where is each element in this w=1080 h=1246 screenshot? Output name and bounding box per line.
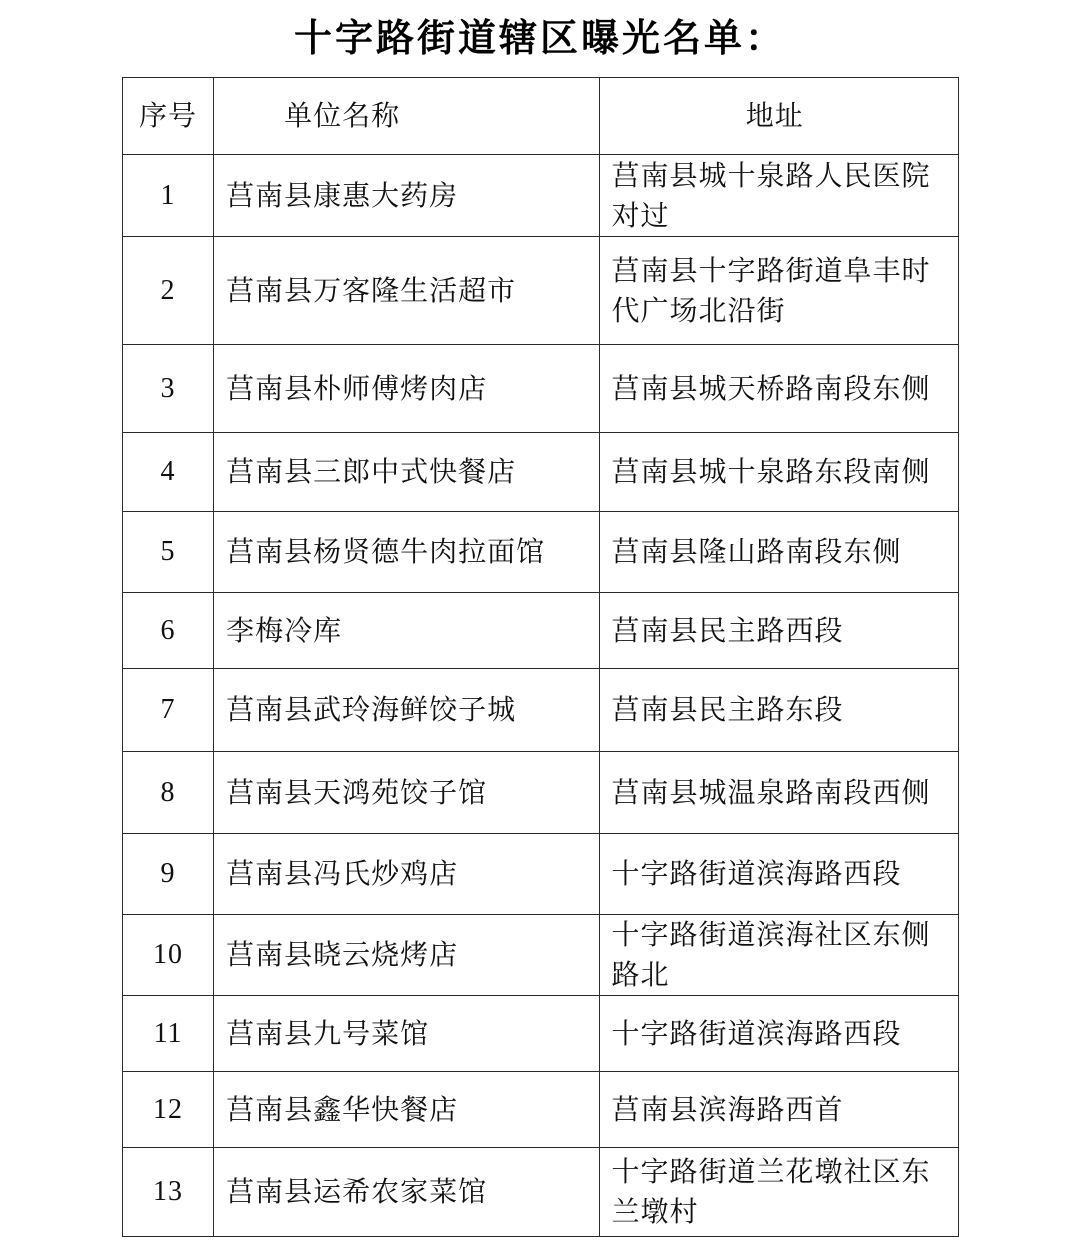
- row-number: 5: [123, 512, 214, 593]
- row-unit-name: 莒南县天鸿苑饺子馆: [214, 752, 599, 834]
- table-row: [123, 834, 959, 915]
- header-number: 序号: [123, 78, 214, 155]
- table-body: [123, 155, 959, 1237]
- table-row: [123, 915, 959, 996]
- table-header-row: [123, 78, 959, 155]
- row-number: 11: [123, 996, 214, 1072]
- row-unit-name: 莒南县晓云烧烤店: [214, 915, 599, 996]
- row-unit-name: 莒南县武玲海鲜饺子城: [214, 669, 599, 752]
- row-number: 8: [123, 752, 214, 834]
- row-unit-name: 莒南县运希农家菜馆: [214, 1148, 599, 1237]
- row-address: 莒南县民主路东段: [599, 669, 958, 752]
- exposure-list-table: [122, 77, 959, 1237]
- table-row: [123, 996, 959, 1072]
- row-number: 12: [123, 1072, 214, 1148]
- row-number: 10: [123, 915, 214, 996]
- row-unit-name: 莒南县朴师傅烤肉店: [214, 345, 599, 433]
- row-address: 十字路街道兰花墩社区东兰墩村: [599, 1148, 958, 1237]
- row-address: 莒南县隆山路南段东侧: [599, 512, 958, 593]
- row-address: 莒南县城十泉路东段南侧: [599, 433, 958, 512]
- table-row: [123, 433, 959, 512]
- header-name: 单位名称: [214, 78, 599, 155]
- row-number: 13: [123, 1148, 214, 1237]
- table-row: [123, 593, 959, 669]
- row-number: 9: [123, 834, 214, 915]
- row-number: 6: [123, 593, 214, 669]
- table-row: [123, 1072, 959, 1148]
- table-row: [123, 155, 959, 237]
- table-row: [123, 512, 959, 593]
- row-address: 莒南县滨海路西首: [599, 1072, 958, 1148]
- row-address: 莒南县城温泉路南段西侧: [599, 752, 958, 834]
- page-title: 十字路街道辖区曝光名单：: [293, 16, 786, 60]
- table-row: [123, 669, 959, 752]
- table-row: [123, 345, 959, 433]
- row-number: 3: [123, 345, 214, 433]
- row-number: 2: [123, 237, 214, 345]
- header-address: 地址: [599, 78, 958, 155]
- row-address: 十字路街道滨海路西段: [599, 996, 958, 1072]
- table-row: [123, 1148, 959, 1237]
- row-address: 十字路街道滨海路西段: [599, 834, 958, 915]
- row-unit-name: 莒南县三郎中式快餐店: [214, 433, 599, 512]
- row-unit-name: 莒南县康惠大药房: [214, 155, 599, 237]
- row-unit-name: 莒南县九号菜馆: [214, 996, 599, 1072]
- row-number: 1: [123, 155, 214, 237]
- table-row: [123, 752, 959, 834]
- row-address: 莒南县城十泉路人民医院对过: [599, 155, 958, 237]
- row-unit-name: 莒南县杨贤德牛肉拉面馆: [214, 512, 599, 593]
- table-row: [123, 237, 959, 345]
- row-address: 莒南县城天桥路南段东侧: [599, 345, 958, 433]
- row-number: 4: [123, 433, 214, 512]
- row-address: 莒南县民主路西段: [599, 593, 958, 669]
- row-unit-name: 莒南县鑫华快餐店: [214, 1072, 599, 1148]
- row-address: 十字路街道滨海社区东侧路北: [599, 915, 958, 996]
- row-unit-name: 莒南县万客隆生活超市: [214, 237, 599, 345]
- row-unit-name: 李梅冷库: [214, 593, 599, 669]
- row-address: 莒南县十字路街道阜丰时代广场北沿街: [599, 237, 958, 345]
- row-number: 7: [123, 669, 214, 752]
- row-unit-name: 莒南县冯氏炒鸡店: [214, 834, 599, 915]
